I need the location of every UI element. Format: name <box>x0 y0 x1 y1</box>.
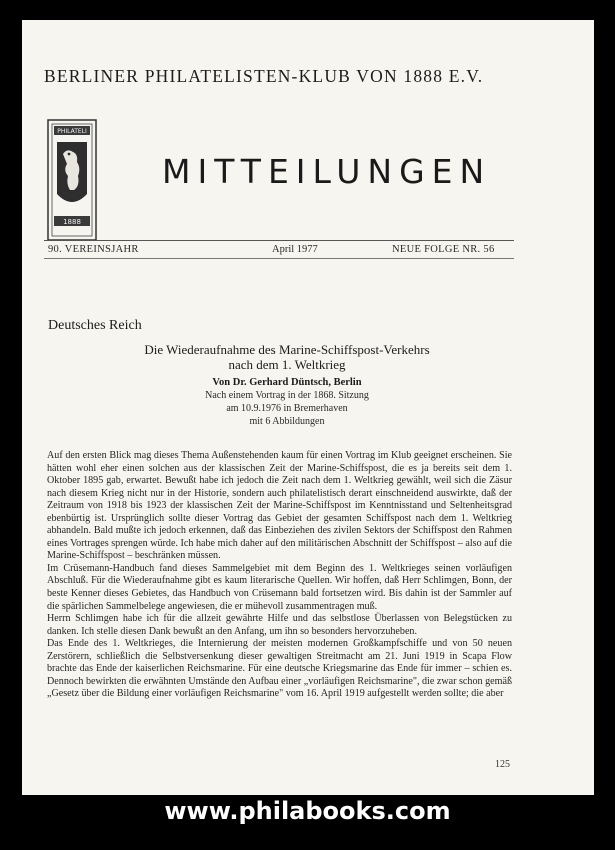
section-heading: Deutsches Reich <box>48 318 142 333</box>
header-rule-top <box>44 240 514 241</box>
body-paragraph: Herrn Schlimgen habe ich für die allzeit gewährte Hilfe und das selbstlose Überlassen von Belegstücken zu danken. Ich stelle diesen Dank bewußt an den Anfang, um ihn so besonders hervorzuheben. <box>47 613 512 637</box>
publication-title: MITTEILUNGEN <box>162 152 492 191</box>
body-paragraph: Auf den ersten Blick mag dieses Thema Außenstehenden kaum für einen Vortrag im Klub geeignet erscheinen. Sie hätten wohl eher einen solchen aus der klassischen Zeit der Marine-Schiffspost, die es ja bereits seit dem 1. Oktober 1895 gab, erwartet. Bewußt habe ich jedoch die Zeit nach dem 1. Weltkrieg gewählt, weil sich die Zäsur nach diesem Krieg nicht nur in der Historie, sondern auch philatelistisch derart einschneidend auswirkte, daß der Zeitraum von 1918 bis 1923 der klassischen Zeit der Marine-Schiffspost im Kenntnisstand und Seltenheitsgrad ebenbürtig ist. Ursprünglich sollte dieser Vortrag das Gebiet der gesamten Schiffspost nach dem 1. Weltkrieg abhandeln. Bald mußte ich jedoch erkennen, daß das Einbeziehen des zivilen Sektors der Schiffspost den Rahmen eines Vortrages sprengen würde. Ich habe mich daher auf den militärischen Abschnitt der Schiffspost – also auf die Marine-Schiffspost – beschränken müssen. <box>47 450 512 562</box>
issue-date: April 1977 <box>272 244 318 255</box>
article-title-line1: Die Wiederaufnahme des Marine-Schiffspost-Verkehrs <box>144 342 430 357</box>
body-paragraph: Das Ende des 1. Weltkrieges, die Internierung der meisten modernen Großkampfschiffe und von 50 neuen Zerstörern, schließlich die Selbstversenkung dieser gewaltigen Streitmacht am 21. Juni 1919 in Scapa Flow brachte das Ende der kaiserlichen Reichsmarine. Für eine deutsche Kriegsmarine das Ende für immer – schien es. Dennoch bewirkten die erwähnten Umstände den Aufbau einer „vorläufigen Reichsmarine", die zwar schon gemäß „Gesetz über die Bildung einer vorläufigen Reichsmarine" vom 16. April 1919 aufgestellt werden sollte; die aber <box>47 638 512 700</box>
body-paragraph: Im Crüsemann-Handbuch fand dieses Sammelgebiet mit dem Beginn des 1. Weltkrieges seinen vorläufigen Abschluß. Für die Wiederaufnahme gibt es kaum literarische Quellen. Wir hoffen, daß Herr Schlimgen, Bonn, der beste Kenner dieses Gebietes, das Handbuch von Crüsemann bald fortsetzen wird. Bis dahin ist der Sammler auf die spärlichen Sammelbelege angewiesen, die er mühevoll zusammentragen muß. <box>47 562 512 612</box>
article-note-3: mit 6 Abbildungen <box>249 416 325 427</box>
club-name: BERLINER PHILATELISTEN-KLUB VON 1888 E.V. <box>44 66 484 86</box>
logo-year-text: 1888 <box>63 218 81 226</box>
year-label: 90. VEREINSJAHR <box>48 244 139 255</box>
logo-top-text: PHILATELI <box>57 128 87 135</box>
article-author: Von Dr. Gerhard Düntsch, Berlin <box>212 377 362 388</box>
series-number: NEUE FOLGE NR. 56 <box>392 244 495 255</box>
article-note-1: Nach einem Vortrag in der 1868. Sitzung <box>205 390 369 401</box>
article-body <box>47 450 512 701</box>
article-note-2: am 10.9.1976 in Bremerhaven <box>226 403 348 414</box>
page-number: 125 <box>495 759 510 770</box>
header-rule-bottom <box>44 258 514 259</box>
bear-emblem-icon <box>57 142 87 202</box>
footer-url: www.philabooks.com <box>164 797 451 825</box>
club-logo <box>47 106 97 246</box>
article-title-line2: nach dem 1. Weltkrieg <box>228 357 346 372</box>
